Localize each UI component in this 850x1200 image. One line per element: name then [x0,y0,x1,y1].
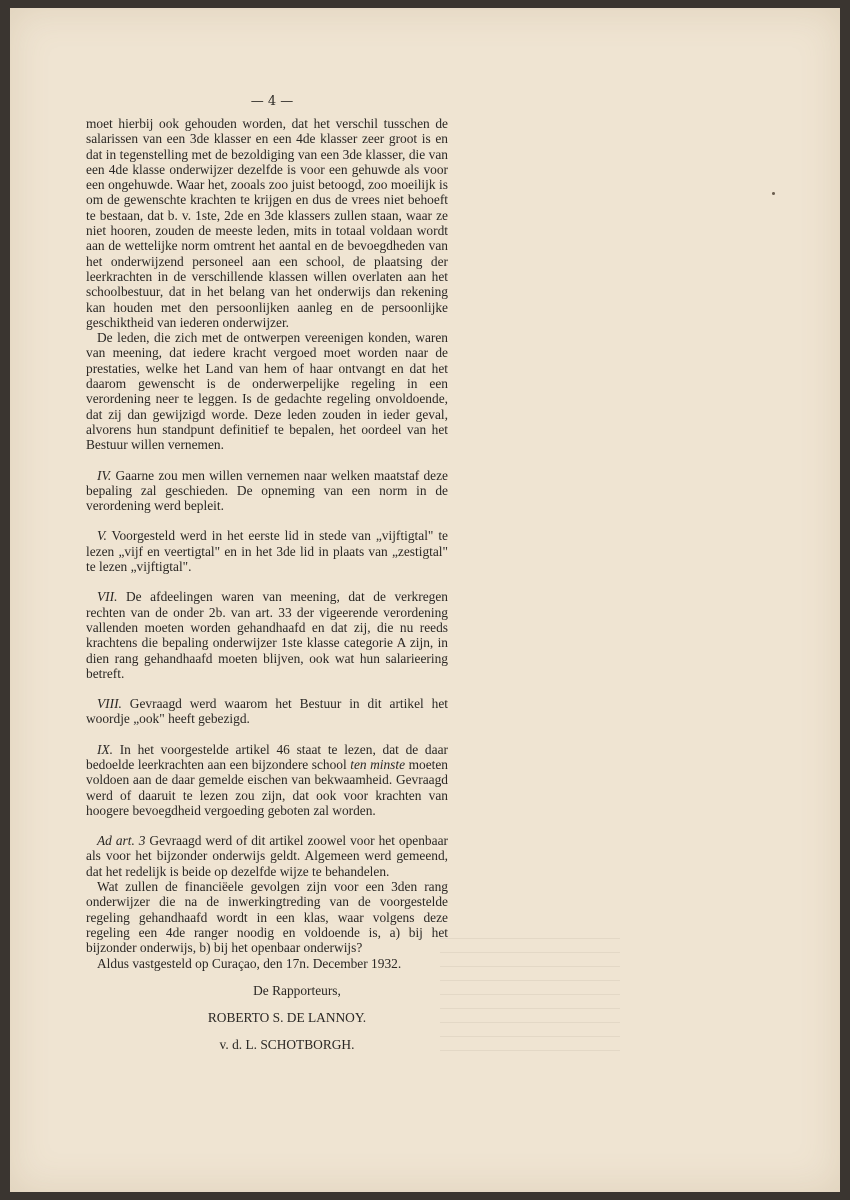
section-viii [86,696,448,727]
section-text: Gevraagd werd waarom het Bestuur in dit artikel het woordje „ook" heeft gebezigd. [86,696,448,727]
section-label: IX. [97,741,113,757]
document-page [10,8,840,1192]
page-number: — 4 — [250,94,294,109]
section-text: In het voorgestelde artikel 46 staat te lezen, dat de daar bedoelde leerkrachten aan een bijzondere school [86,741,448,772]
section-v [86,528,448,574]
signature-name: v. d. L. SCHOTBORGH. [219,1037,355,1053]
paragraph: moet hierbij ook gehouden worden, dat het verschil tusschen de salarissen van een 3de klasser en een 4de klasser zeer groot is en dat in tegenstelling met de bezoldiging van een 3de klasser, die van een 4de klasse onderwijzer dezelfde is voor een gehuwde als voor een ongehuwde. Waar het, zooals zoo juist betoogd, zoo moeilijk is om de gewenschte krachten te krijgen en dus de vrees niet behoeft te bestaan, dat b. v. 1ste, 2de en 3de klassers zullen staan, waar ze niet hooren, zouden de meeste leden, mits in totaal voldaan wordt aan de wettelijke norm omtrent het aantal en de bevoegdheden van het onderwijzend personeel aan een school, de plaatsing der leerkrachten in de verschillende klassen willen overlaten aan het schoolbestuur, dat in het belang van het onderwijs dan rekening kan houden met den persoonlijken aanleg en de persoonlijke geschiktheid van iederen onderwijzer. [86,116,448,330]
bleed-through [440,938,620,1058]
section-label: V. [97,528,107,544]
section-label: Ad art. 3 [97,833,146,849]
section-label: VIII. [97,696,122,712]
section-vii [86,589,448,681]
paper-speck [772,192,775,195]
body-text [86,116,448,1053]
signature-heading: De Rapporteurs, [253,982,341,998]
emphasis: ten minste [350,756,406,772]
section-text: moeten voldoen aan de daar gemelde eischen van bekwaamheid. Gevraagd werd of daaruit te lezen zou zijn, dat ook voor krachten van hoogere bevoegdheid vergoeding geboten zal worden. [86,756,448,818]
section-art3 [86,833,448,879]
section-label: IV. [97,467,112,483]
closing-line: Aldus vastgesteld op Curaçao, den 17n. December 1932. [97,955,402,971]
section-label: VII. [97,589,118,605]
section-iv [86,468,448,514]
section-text: De afdeelingen waren van meening, dat de verkregen rechten van de onder 2b. van art. 33 der vigeerende verordening vallenden moeten worden gehandhaafd en dat zij, die nu reeds krachtens die bepaling onderwijzer 1ste klasse categorie A zijn, in dien rang gehandhaafd moeten blijven, ook wat hun salarieering betreft. [86,589,448,681]
section-ix [86,742,448,818]
paragraph: Wat zullen de financiëele gevolgen zijn voor een 3den rang onderwijzer die na de inwerkingtreding van de voorgestelde regeling gehandhaafd wordt in een klas, waar volgens deze regeling een 4de ranger noodig en voldoende is, a) bij het bijzonder onderwijs, b) bij het openbaar onderwijs? [86,879,448,956]
section-text: Voorgesteld werd in het eerste lid in stede van „vijftigtal" te lezen „vijf en veertigtal" en in het 3de lid in plaats van „zestigtal" te lezen „vijftigtal". [86,528,449,575]
section-text: Gevraagd werd of dit artikel zoowel voor het openbaar als voor het bijzonder onderwijs geldt. Algemeen werd gemeend, dat het redelijk is beide op dezelfde wijze te behandelen. [86,833,448,879]
section-text: Gaarne zou men willen vernemen naar welken maatstaf deze bepaling zal geschieden. De opneming van een norm in de verordening werd bepleit. [86,467,448,514]
paragraph: De leden, die zich met de ontwerpen vereenigen konden, waren van meening, dat iedere kracht vergoed moet worden naar de prestaties, welke het Land van hem of haar ontvangt en dat het daarom gewenscht is de onderwerpelijke regeling in een verordening neer te leggen. Is de gedachte regeling onvoldoende, dat zij dan gewijzigd worde. Deze leden zouden in ieder geval, alvorens hun standpunt definitief te bepalen, het oordeel van het Bestuur willen vernemen. [86,330,448,453]
signature-name: ROBERTO S. DE LANNOY. [207,1010,367,1026]
